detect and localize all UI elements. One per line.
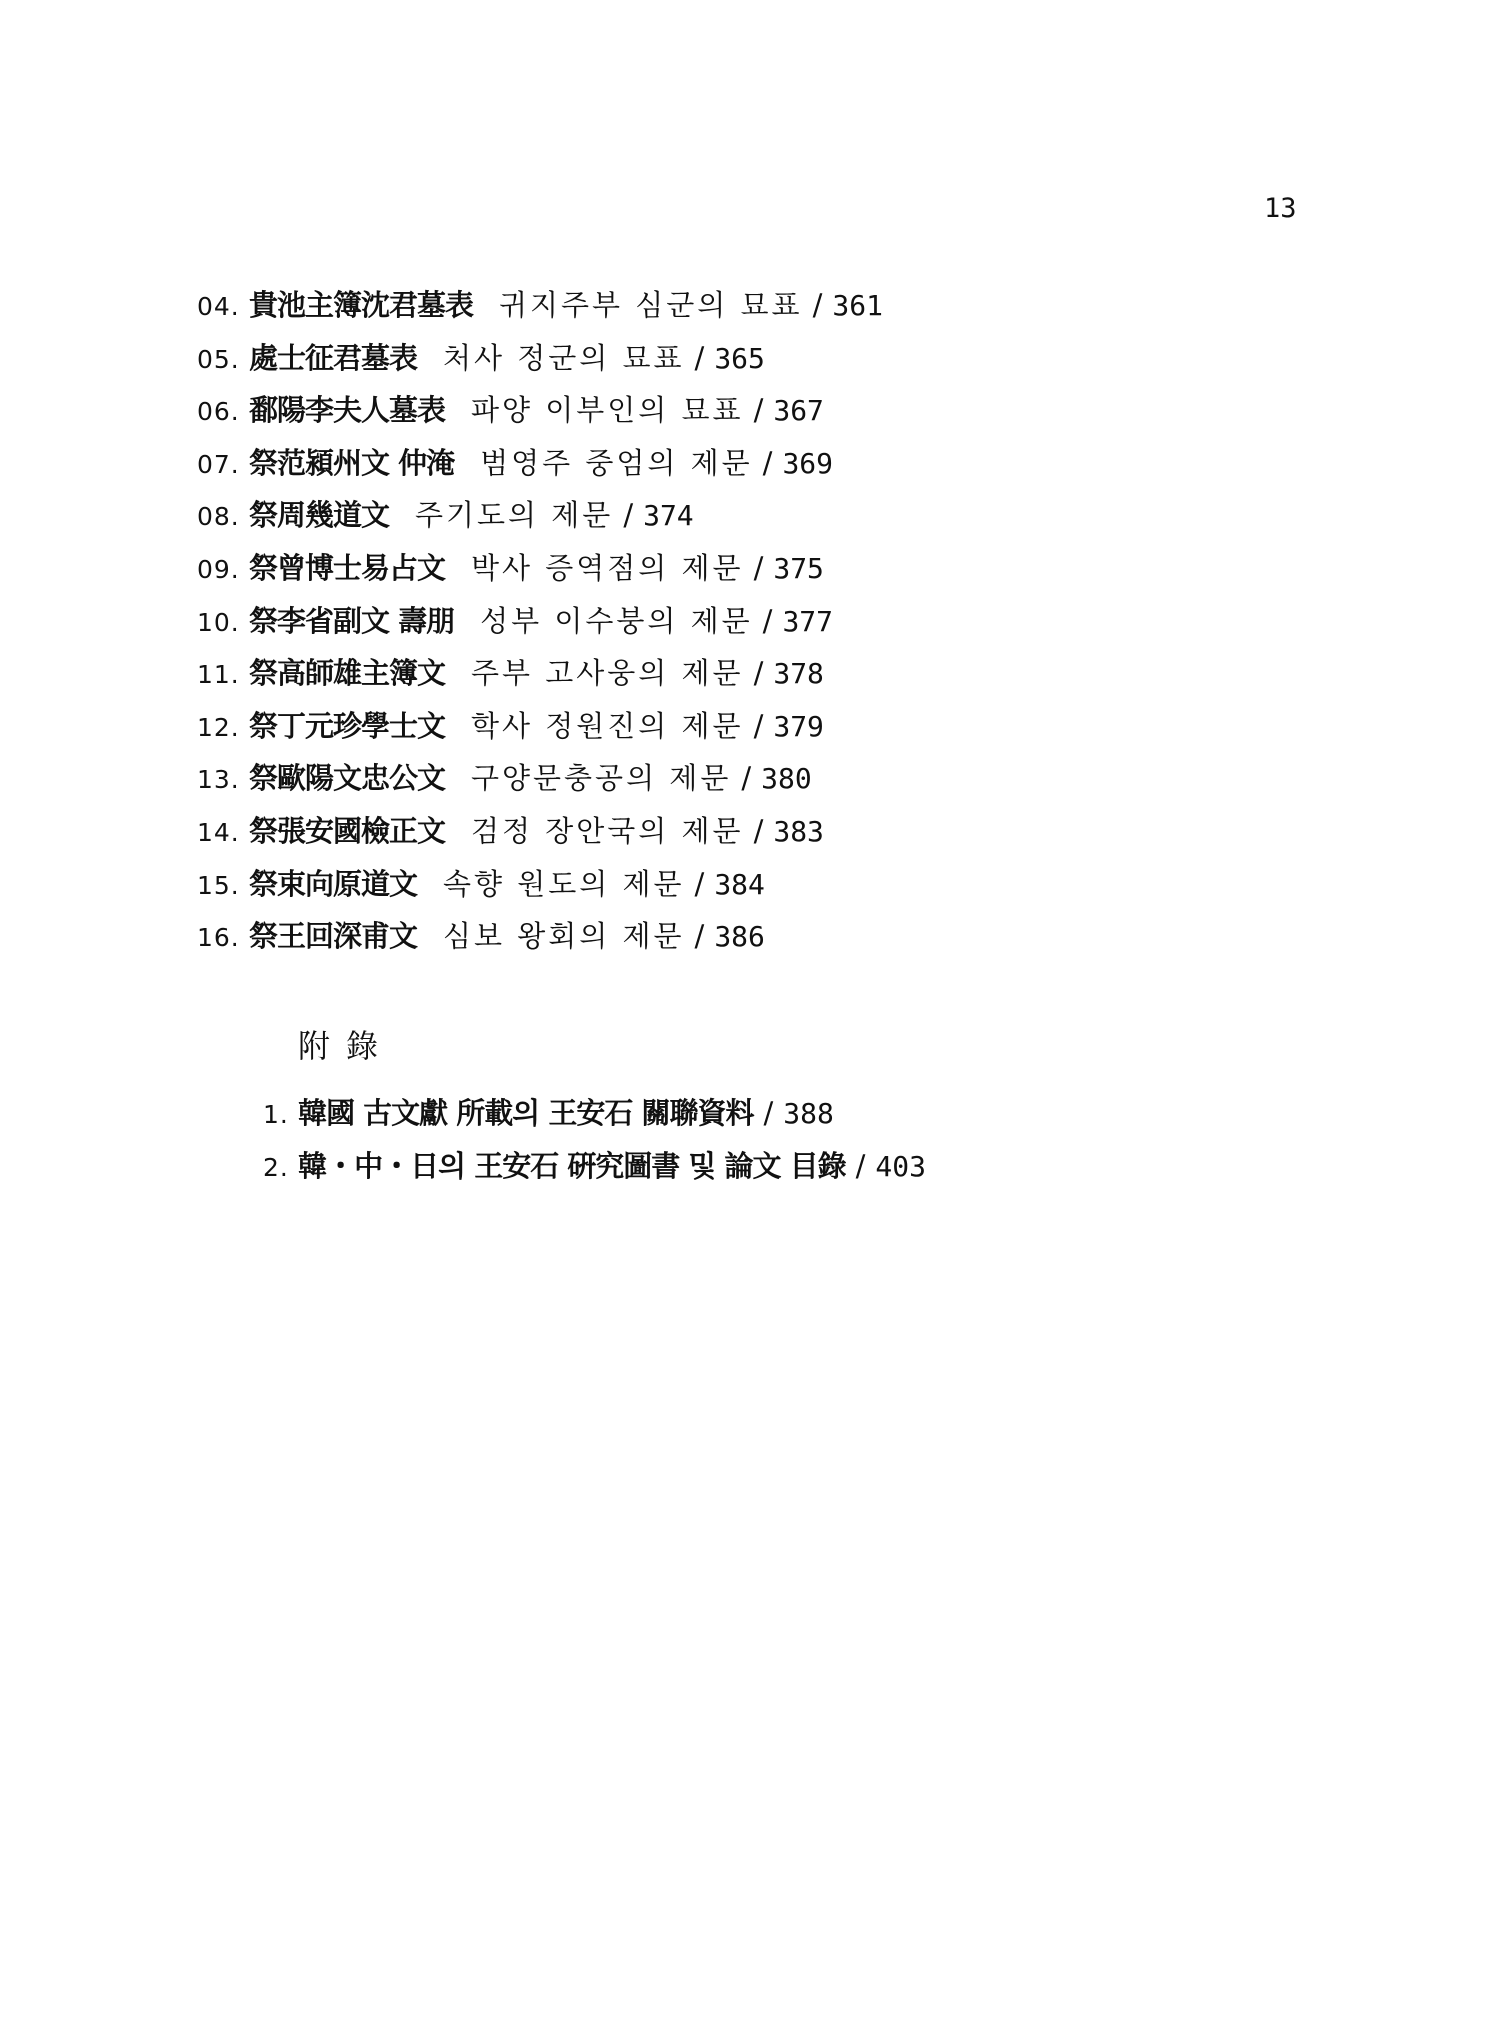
entry-korean-title: 귀지주부 심군의 묘표 (499, 288, 803, 322)
entry-korean-title: 성부 이수붕의 제문 (480, 603, 753, 638)
separator: / (753, 550, 764, 585)
separator: / (763, 1096, 774, 1130)
toc-entry (197, 443, 1397, 496)
entry-page: 361 (832, 289, 883, 322)
toc-entry (197, 601, 1397, 654)
entry-hanja-title: 祭周幾道文 (248, 498, 389, 533)
entry-page: 386 (714, 920, 765, 954)
page-number: 13 (1264, 193, 1297, 224)
entry-hanja-title: 祭范潁州文 仲淹 (248, 445, 455, 480)
entry-korean-title: 구양문충공의 제문 (471, 761, 732, 796)
entry-page: 369 (782, 446, 834, 480)
entry-page: 377 (782, 604, 834, 638)
entry-page: 378 (773, 657, 824, 691)
entry-number: 05. (197, 344, 240, 374)
entry-page: 384 (714, 867, 765, 901)
entry-number: 11. (197, 660, 240, 690)
entry-page: 380 (761, 762, 812, 796)
entry-number: 10. (197, 607, 240, 637)
entry-korean-title: 검정 장안국의 제문 (471, 813, 744, 848)
entry-number: 07. (197, 449, 240, 479)
entry-korean-title: 파양 이부인의 묘표 (471, 393, 744, 428)
entry-number: 2. (263, 1153, 289, 1182)
toc-entry (197, 811, 1397, 864)
entry-number: 1. (263, 1100, 289, 1129)
toc-entry (197, 864, 1397, 917)
entry-page: 374 (643, 499, 694, 533)
entry-hanja-title: 祭李省副文 壽朋 (248, 603, 455, 638)
toc-entry (197, 758, 1397, 811)
entry-number: 06. (197, 397, 240, 427)
entry-number: 09. (197, 554, 240, 584)
entry-korean-title: 범영주 중엄의 제문 (480, 445, 753, 480)
toc-entry (197, 916, 1397, 969)
entry-hanja-title: 祭歐陽文忠公文 (248, 761, 445, 796)
entry-hanja-title: 祭曾博士易占文 (248, 550, 445, 585)
toc-entry (197, 548, 1397, 601)
entry-number: 14. (197, 817, 240, 847)
entry-page: 383 (773, 814, 824, 848)
separator: / (762, 445, 773, 480)
entry-korean-title: 처사 정군의 묘표 (443, 340, 685, 375)
toc-entry (197, 706, 1397, 759)
entry-hanja-title: 祭束向原道文 (248, 866, 417, 901)
separator: / (753, 656, 764, 691)
separator: / (623, 498, 634, 533)
toc-entry (197, 390, 1397, 443)
entry-number: 16. (197, 923, 240, 953)
separator: / (694, 919, 705, 954)
entry-hanja-title: 貴池主簿沈君墓表 (248, 288, 473, 322)
entry-number: 08. (197, 502, 240, 532)
separator: / (855, 1149, 866, 1183)
entry-hanja-title: 祭高師雄主簿文 (248, 656, 445, 691)
entry-hanja-title: 祭王回深甫文 (248, 919, 417, 954)
entry-korean-title: 박사 증역점의 제문 (471, 550, 744, 585)
entry-number: 13. (197, 765, 240, 795)
entry-korean-title: 주기도의 제문 (415, 498, 614, 533)
toc-entry (197, 495, 1397, 548)
entry-hanja-title: 祭張安國檢正文 (248, 813, 445, 848)
separator: / (753, 813, 764, 848)
entry-page: 367 (773, 394, 824, 428)
separator: / (762, 603, 773, 638)
entry-page: 403 (875, 1150, 926, 1183)
separator: / (694, 340, 705, 375)
entry-korean-title: 속향 원도의 제문 (443, 866, 685, 901)
toc-entry (197, 285, 1397, 338)
entry-hanja-title: 鄱陽李夫人墓表 (248, 393, 445, 428)
entry-korean-title: 학사 정원진의 제문 (471, 708, 744, 743)
separator: / (753, 393, 764, 428)
separator: / (741, 761, 752, 796)
appendix-entry (263, 1093, 1413, 1146)
entry-number: 04. (197, 292, 240, 321)
appendix-entry (263, 1146, 1413, 1199)
separator: / (753, 708, 764, 743)
entry-number: 12. (197, 712, 240, 742)
toc-entry (197, 338, 1397, 391)
entry-title: 韓國 古文獻 所載의 王安石 關聯資料 (298, 1096, 754, 1130)
appendix-title: 附錄 (298, 1027, 395, 1065)
entry-number: 15. (197, 870, 240, 900)
entry-korean-title: 주부 고사웅의 제문 (471, 656, 744, 691)
toc-entry (197, 653, 1397, 706)
entry-page: 388 (783, 1097, 834, 1130)
table-of-contents (197, 285, 1397, 969)
entry-title: 韓・中・日의 王安石 硏究圖書 및 論文 目錄 (298, 1149, 846, 1183)
entry-hanja-title: 祭丁元珍學士文 (248, 708, 445, 743)
entry-page: 375 (773, 551, 824, 585)
entry-page: 365 (714, 341, 765, 375)
entry-hanja-title: 處士征君墓表 (248, 340, 417, 375)
entry-page: 379 (773, 709, 824, 743)
separator: / (812, 288, 823, 322)
entry-korean-title: 심보 왕회의 제문 (443, 919, 685, 954)
appendix-list (263, 1093, 1413, 1199)
separator: / (694, 866, 705, 901)
